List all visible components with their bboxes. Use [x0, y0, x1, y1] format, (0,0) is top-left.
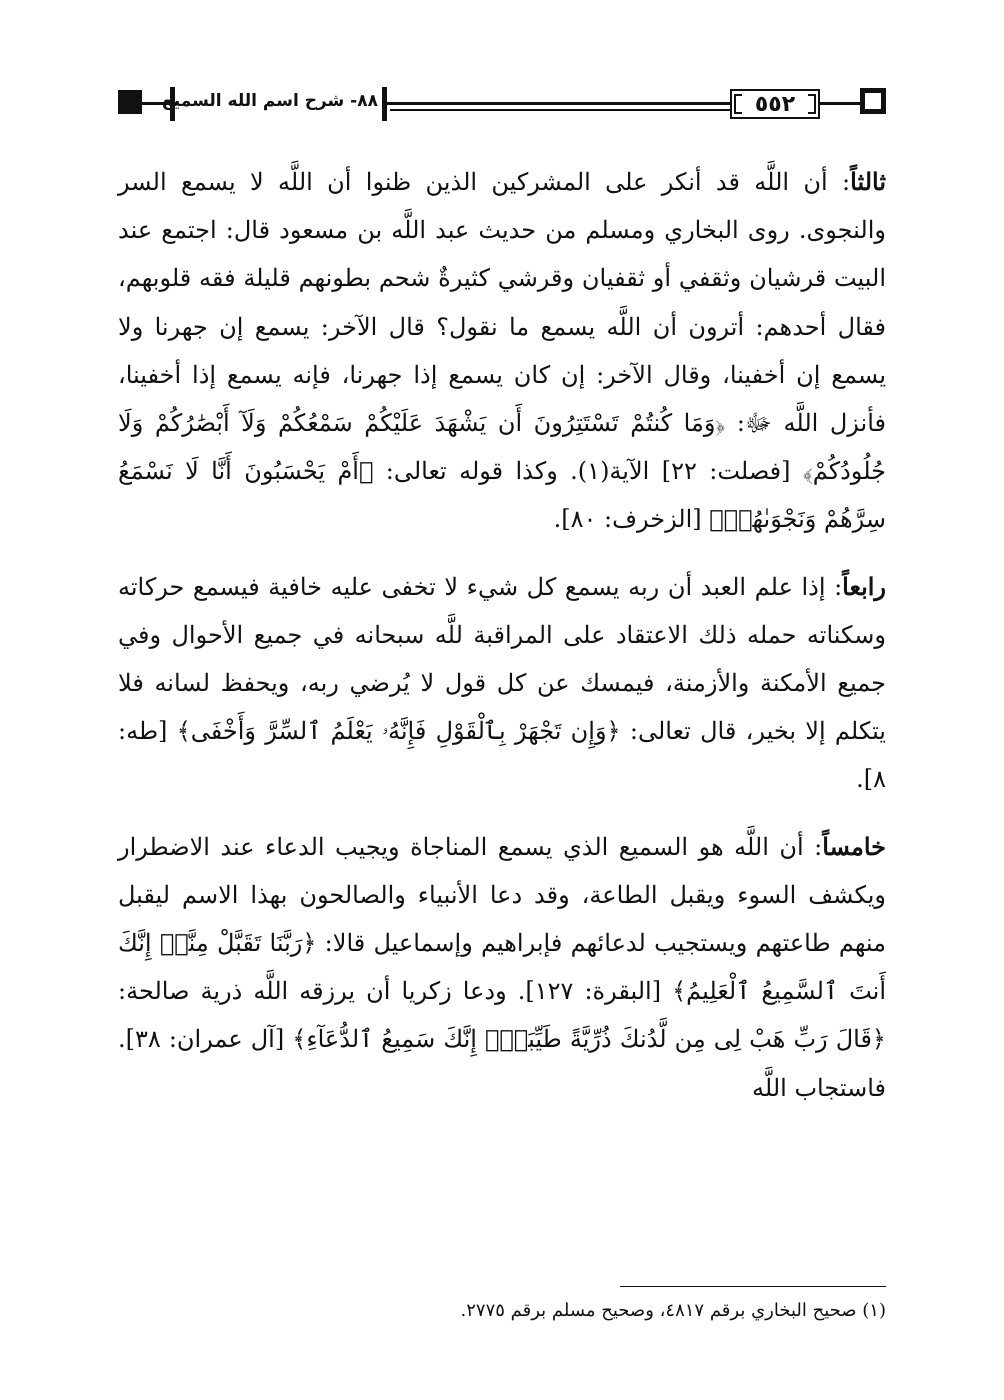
paragraph-lead: رابعاً — [842, 571, 886, 601]
footnote: (١) صحيح البخاري برقم ٤٨١٧، وصحيح مسلم برقم ٢٧٧٥. — [460, 1300, 886, 1321]
header-rule-right — [820, 102, 860, 105]
paragraph-lead: ثالثاً — [850, 167, 886, 196]
chapter-title: ٨٨- شرح اسم الله السميع — [162, 91, 378, 111]
paragraph-fifth — [118, 823, 886, 1112]
paragraph-text: : إذا علم العبد أن ربه يسمع كل شيء لا تخفى عليه خافية فيسمع حركاته وسكناته حمله ذلك الاعتقاد على المراقبة للَّه سبحانه في جميع الأحوال وفي جميع الأمكنة والأزمنة، فيمسك عن كل قول لا يُرضي ربه، ويحفظ لسانه فلا يتكلم إلا بخير، قال تعالى: ﴿وَإِن تَجْهَرْ بِٱلْقَوْلِ فَإِنَّهُۥ يَعْلَمُ ٱلسِّرَّ وَأَخْفَى﴾ [طه: ٨]. — [118, 572, 886, 794]
header-rule-middle — [382, 102, 730, 105]
header-ornament-filled-square — [118, 90, 142, 114]
page-number: ٥٥٢ — [730, 89, 820, 119]
header-rule-middle-thin — [390, 109, 730, 111]
page-body — [118, 158, 886, 1112]
page-header — [118, 85, 886, 125]
paragraph-third — [118, 158, 886, 544]
paragraph-lead: خامساً — [822, 831, 886, 861]
paragraph-text: : أن اللَّه هو السميع الذي يسمع المناجاة ويجيب الدعاء عند الاضطرار ويكشف السوء ويقبل الطاعة، وقد دعا الأنبياء والصالحون بهذا الاسم ليقبل منهم طاعتهم ويستجيب لدعائهم فإبراهيم وإسماعيل قالا: ﴿رَبَّنَا تَقَبَّلْ مِنَّآۖ إِنَّكَ أَنتَ ٱلسَّمِيعُ ٱلْعَلِيمُ﴾ [البقرة: ١٢٧]. ودعا زكريا أن يرزقه اللَّه ذرية صالحة: ﴿قَالَ رَبِّ هَبْ لِى مِن لَّدُنكَ ذُرِّيَّةً طَيِّبَةًۖ إِنَّكَ سَمِيعُ ٱلدُّعَآءِ﴾ [آل عمران: ٣٨]. فاستجاب اللَّه — [118, 832, 887, 1102]
header-ornament-hollow-square — [860, 88, 886, 114]
paragraph-text: : أن اللَّه قد أنكر على المشركين الذين ظنوا أن اللَّه لا يسمع السر والنجوى. روى البخاري ومسلم من حديث عبد اللَّه بن مسعود قال: اجتمع عند البيت قرشيان وثقفي أو ثقفيان وقرشي كثيرةٌ شحم بطونهم قليلة فقه قلوبهم، فقال أحدهم: أترون أن اللَّه يسمع ما نقول؟ قال الآخر: يسمع إن جهرنا ولا يسمع إن أخفينا، وقال الآخر: إن كان يسمع إذا جهرنا، فإنه يسمع إذا أخفينا، فأنزل اللَّه ﷻ: ﴿وَمَا كُنتُمْ تَسْتَتِرُونَ أَن يَشْهَدَ عَلَيْكُمْ سَمْعُكُمْ وَلَآ أَبْصَٰرُكُمْ وَلَا جُلُودُكُمْ﴾ [فصلت: ٢٢] الآية(١). وكذا قوله تعالى: ﴿أَمْ يَحْسَبُونَ أَنَّا لَا نَسْمَعُ سِرَّهُمْ وَنَجْوَىٰهُمۚ﴾ [الزخرف: ٨٠]. — [118, 168, 886, 534]
paragraph-fourth — [118, 563, 886, 804]
footnote-divider — [620, 1286, 886, 1287]
